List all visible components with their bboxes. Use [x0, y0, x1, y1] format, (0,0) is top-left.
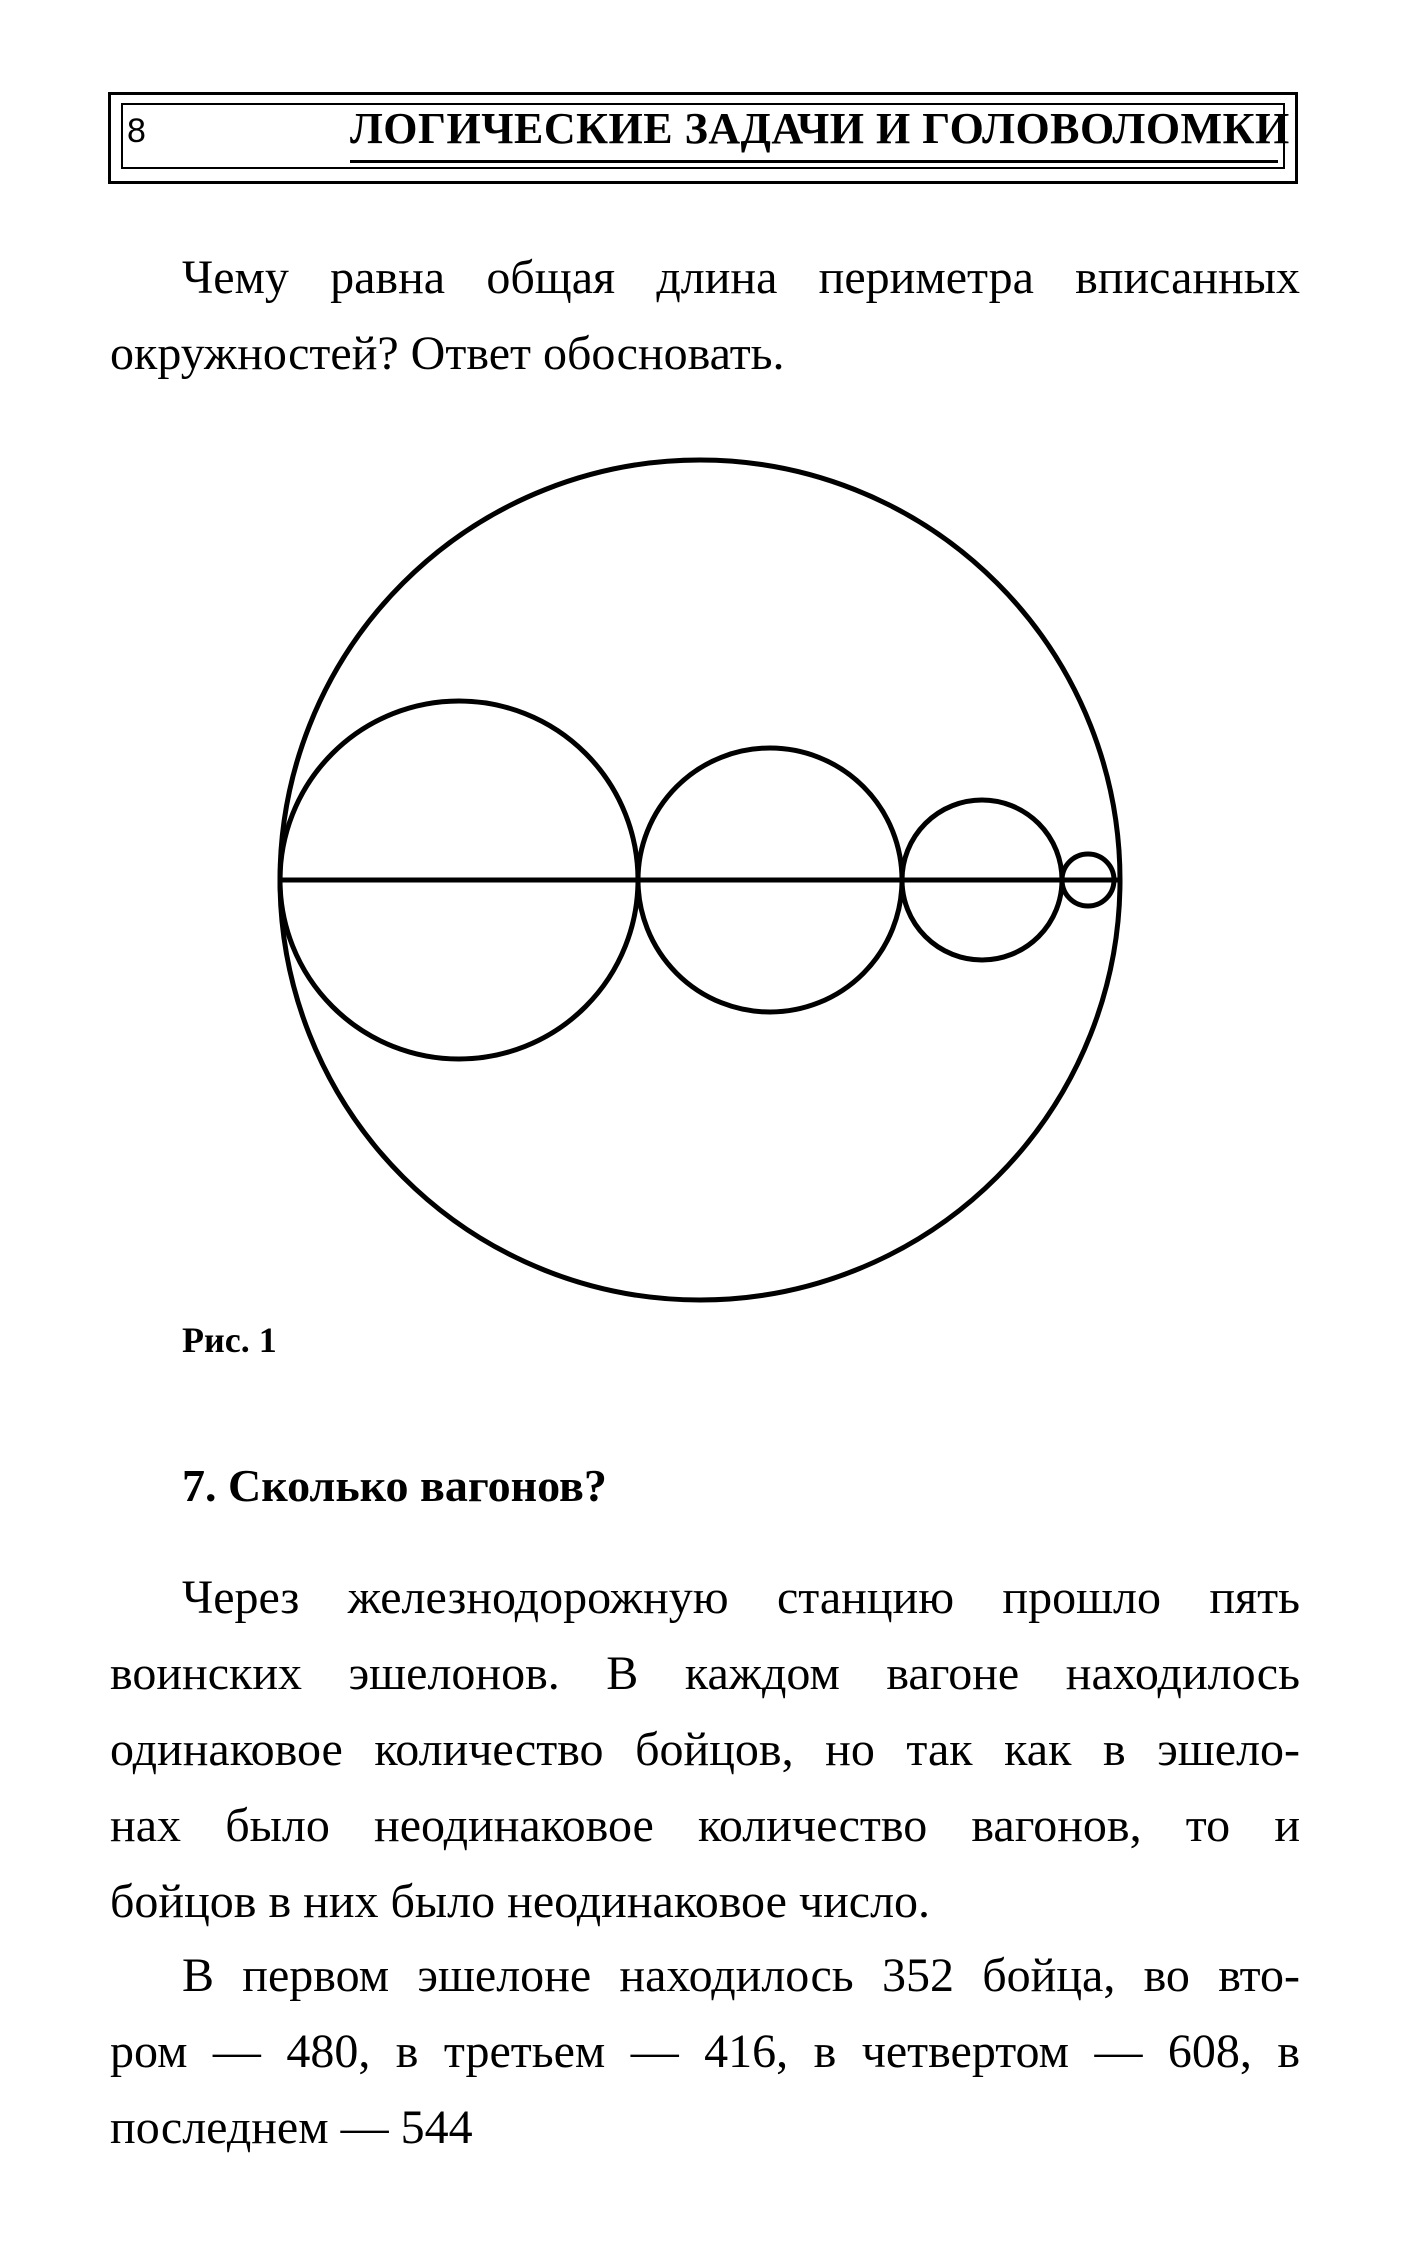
p2-line-1: В первом эшелоне находилось 352 бойца, во вто-	[182, 1949, 1300, 2002]
intro-line-2: окружностей? Ответ обосновать.	[110, 327, 785, 380]
section-paragraph-1	[110, 1560, 1300, 1940]
p1-line-4: нах было неодинаковое количество вагонов, то и	[110, 1799, 1300, 1852]
intro-paragraph	[110, 240, 1300, 392]
p1-line-2: воинских эшелонов. В каждом вагоне находилось	[110, 1647, 1300, 1700]
figure-caption: Рис. 1	[182, 1320, 277, 1360]
inscribed-circles-figure	[270, 450, 1150, 1310]
p1-line-5: бойцов в них было неодинаковое число.	[110, 1875, 931, 1928]
section-paragraph-2	[110, 1938, 1300, 2166]
page-number: 8	[127, 112, 146, 150]
p1-line-1: Через железнодорожную станцию прошло пять	[182, 1571, 1300, 1624]
header-underline	[350, 160, 1278, 163]
section-heading: 7. Сколько вагонов?	[182, 1460, 607, 1511]
intro-line-1: Чему равна общая длина периметра вписанных	[182, 251, 1300, 304]
p1-line-3: одинаковое количество бойцов, но так как в эшело-	[110, 1723, 1300, 1776]
p2-line-3: последнем — 544	[110, 2101, 473, 2154]
p2-line-2: ром — 480, в третьем — 416, в четвертом — 608, в	[110, 2025, 1300, 2078]
running-title: ЛОГИЧЕСКИЕ ЗАДАЧИ И ГОЛОВОЛОМКИ	[350, 104, 1290, 153]
